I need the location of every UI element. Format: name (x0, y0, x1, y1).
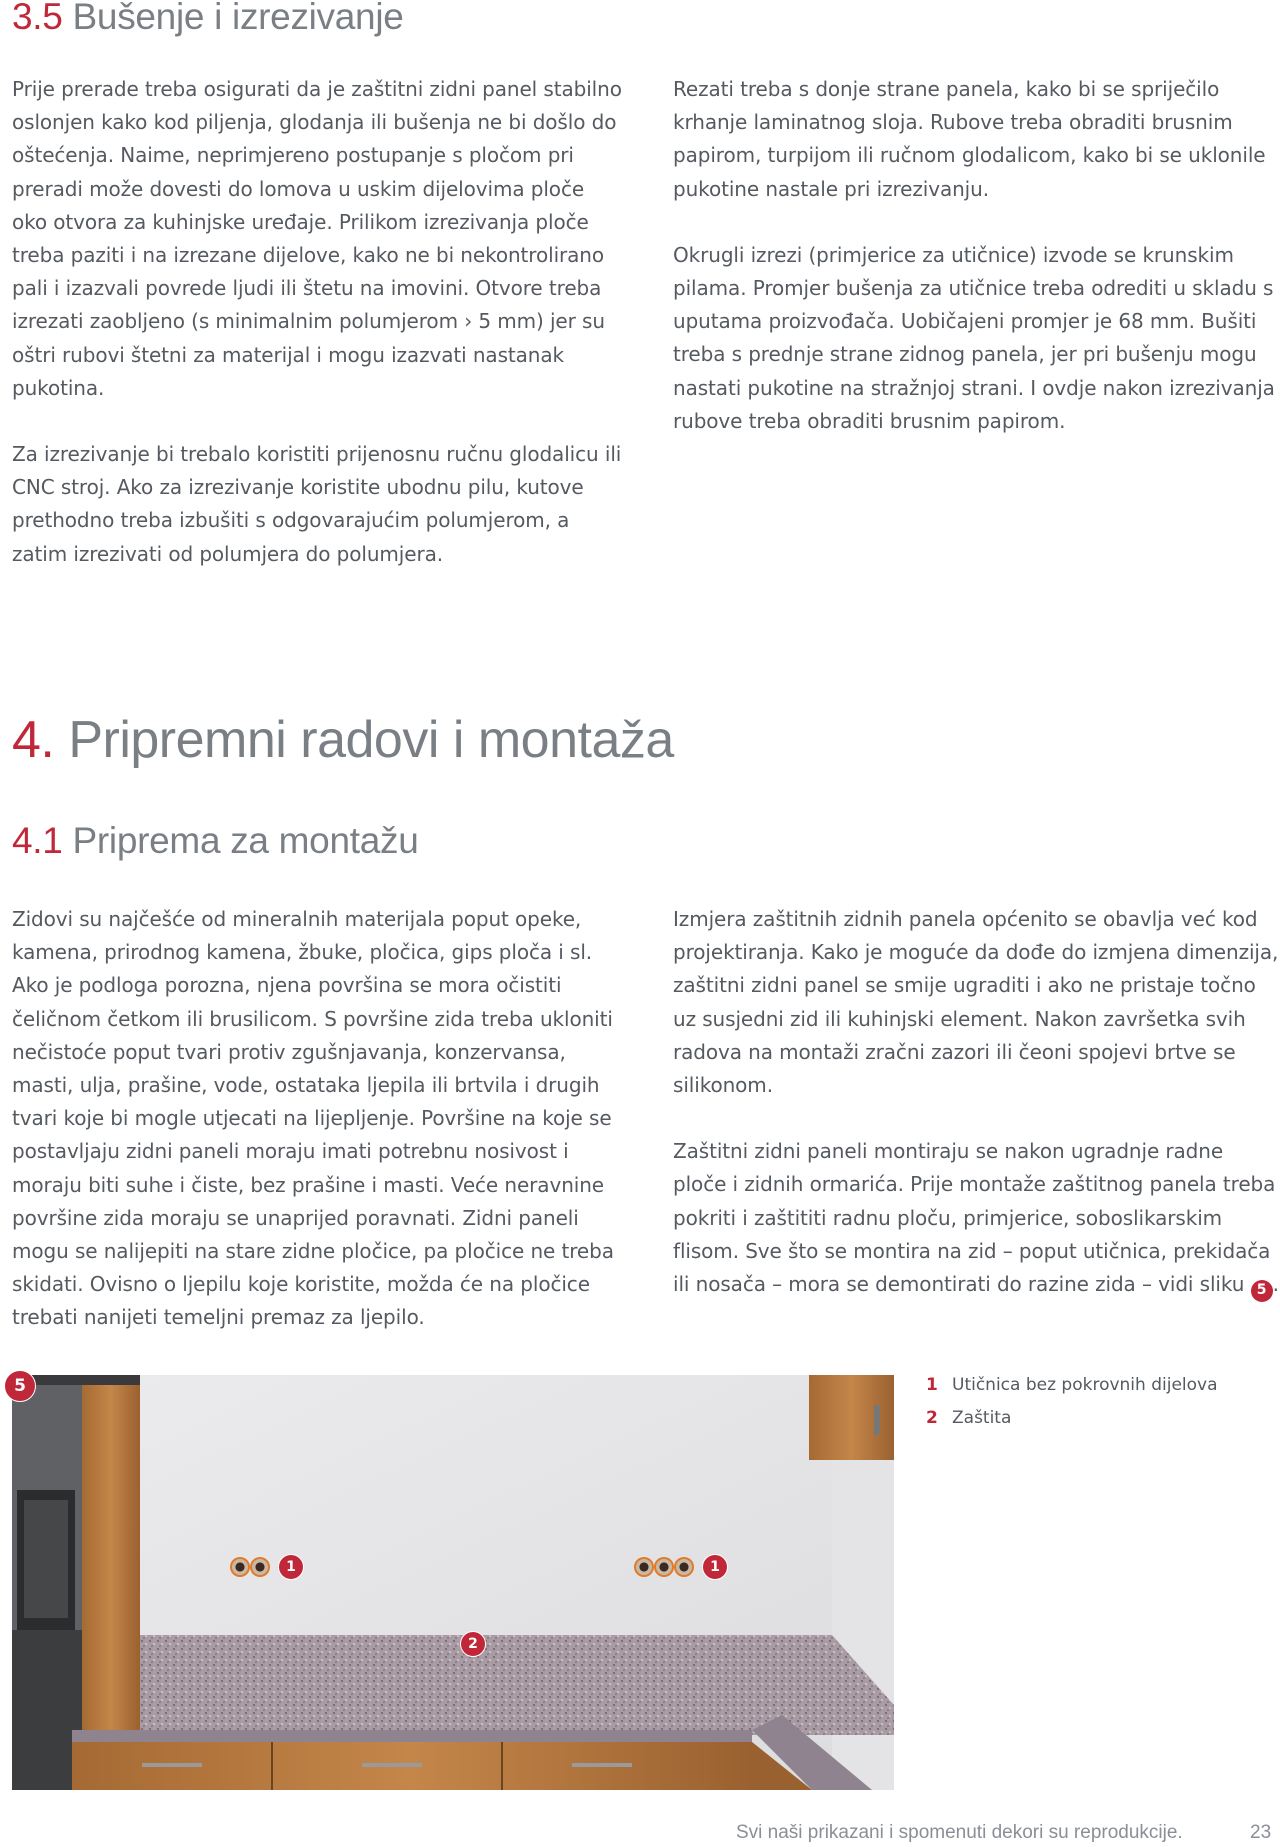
marker-socket-right: 1 (702, 1554, 728, 1580)
section-number: 3.5 (12, 0, 63, 37)
paragraph: Zidovi su najčešće od mineralnih materijala poput opeke, kamena, prirodnog kamena, žbuke, pločica, gips ploča i sl. Ako je podloga porozna, njena površina se mora očistiti čeličnom četkom ili brusilicom. S površine zida treba ukloniti nečistoće poput tvari protiv zgušnjavanja, konzervansa, masti, ulja, prašine, vode, ostataka ljepila ili brtvila i drugih tvari koje bi mogle utjecati na lijepljenje. Površine na koje se postavljaju zidni paneli moraju imati potrebnu nosivost i moraju biti suhe i čiste, bez prašine i masti. Veće neravnine površine zida moraju se unaprijed poravnati. Zidni paneli mogu se nalijepiti na stare zidne pločice, pa pločice ne treba skidati. Ovisno o ljepilu koje koristite, možda će na pločice trebati nanijeti temeljni premaz za ljepilo. (12, 907, 614, 1330)
section-title: Bušenje i izrezivanje (72, 0, 404, 37)
socket-icon (674, 1557, 694, 1577)
section-3-5-right-column (673, 73, 1278, 438)
chapter-4-heading (12, 710, 674, 770)
socket-icon (230, 1557, 250, 1577)
paragraph: Za izrezivanje bi trebalo koristiti prijenosnu ručnu glodalicu ili CNC stroj. Ako za izrezivanje koristite ubodnu pilu, kutove prethodno treba izbušiti s odgovarajućim polumjerom, a zatim izrezivati od polumjera do polumjera. (12, 442, 622, 566)
chapter-title: Pripremni radovi i montaža (68, 711, 674, 769)
section-4-1-right-column (673, 903, 1280, 1302)
legend-number: 1 (926, 1375, 938, 1395)
section-3-5-left-column (12, 73, 622, 571)
marker-socket-left: 1 (278, 1554, 304, 1580)
paragraph: Okrugli izrezi (primjerice za utičnice) izvode se krunskim pilama. Promjer bušenja za utičnice treba odrediti u skladu s uputama proizvođača. Uobičajeni promjer je 68 mm. Bušiti treba s prednje strane zidnog panela, jer pri bušenju mogu nastati pukotine na stražnjoj strani. I ovdje nakon izrezivanja rubove treba obraditi brusnim papirom. (673, 242, 1275, 433)
figure-reference-badge: 5 (1251, 1280, 1273, 1302)
section-4-1-left-column (12, 903, 627, 1335)
figure-label-badge: 5 (4, 1370, 36, 1402)
legend-item (926, 1402, 1266, 1435)
footer-note: Svi naši prikazani i spomenuti dekori su reprodukcije. (736, 1822, 1183, 1843)
paragraph: Izmjera zaštitnih zidnih panela općenito se obavlja već kod projektiranja. Kako je moguće da dođe do izmjena dimenzija, zaštitni zidni panel se smije ugraditi i ako ne pristaje točno uz susjedni zid ili kuhinjski element. Nakon završetka svih radova na montaži zračni zazori ili čeoni spojevi brtve se silikonom. (673, 907, 1279, 1098)
section-4-1-heading (12, 820, 418, 862)
section-title: Priprema za montažu (72, 820, 419, 861)
chapter-number: 4. (12, 711, 55, 769)
section-number: 4.1 (12, 820, 63, 861)
kitchen-scene (12, 1375, 894, 1790)
paragraph: Prije prerade treba osigurati da je zaštitni zidni panel stabilno oslonjen kako kod piljenja, glodanja ili bušenja ne bi došlo do oštećenja. Naime, neprimjereno postupanje s pločom pri preradi može dovesti do lomova u uskim dijelovima ploče oko otvora za kuhinjske uređaje. Prilikom izrezivanja ploče treba paziti i na izrezane dijelove, kako ne bi nekontrolirano pali i izazvali povrede ljudi ili štetu na imovini. Otvore treba izrezati zaobljeno (s minimalnim polumjerom › 5 mm) jer su oštri rubovi štetni za materijal i mogu izazvati nastanak pukotina. (12, 77, 622, 400)
figure-legend (926, 1369, 1266, 1435)
legend-number: 2 (926, 1408, 938, 1428)
kitchen-illustration (12, 1375, 894, 1790)
legend-text: Zaštita (952, 1408, 1012, 1428)
legend-item (926, 1369, 1266, 1402)
section-3-5-heading (12, 0, 404, 38)
paragraph: Rezati treba s donje strane panela, kako bi se spriječilo krhanje laminatnog sloja. Rubove treba obraditi brusnim papirom, turpijom ili ručnom glodalicom, kako bi se uklonile pukotine nastale pri izrezivanju. (673, 77, 1266, 201)
legend-text: Utičnica bez pokrovnih dijelova (952, 1375, 1218, 1395)
page-number: 23 (1250, 1822, 1272, 1843)
marker-protection: 2 (460, 1631, 486, 1657)
socket-icon (654, 1557, 674, 1577)
paragraph-end: . (1272, 1272, 1279, 1297)
socket-icon (250, 1557, 270, 1577)
paragraph (673, 1135, 1280, 1301)
socket-icon (634, 1557, 654, 1577)
paragraph-text: Zaštitni zidni paneli montiraju se nakon ugradnje radne ploče i zidnih ormarića. Prije montaže zaštitnog panela treba pokriti i zaštititi radnu ploču, primjerice, soboslikarskim flisom. Sve što se montira na zid – poput utičnica, prekidača ili nosača – mora se demontirati do razine zida – vidi sliku (673, 1139, 1276, 1297)
